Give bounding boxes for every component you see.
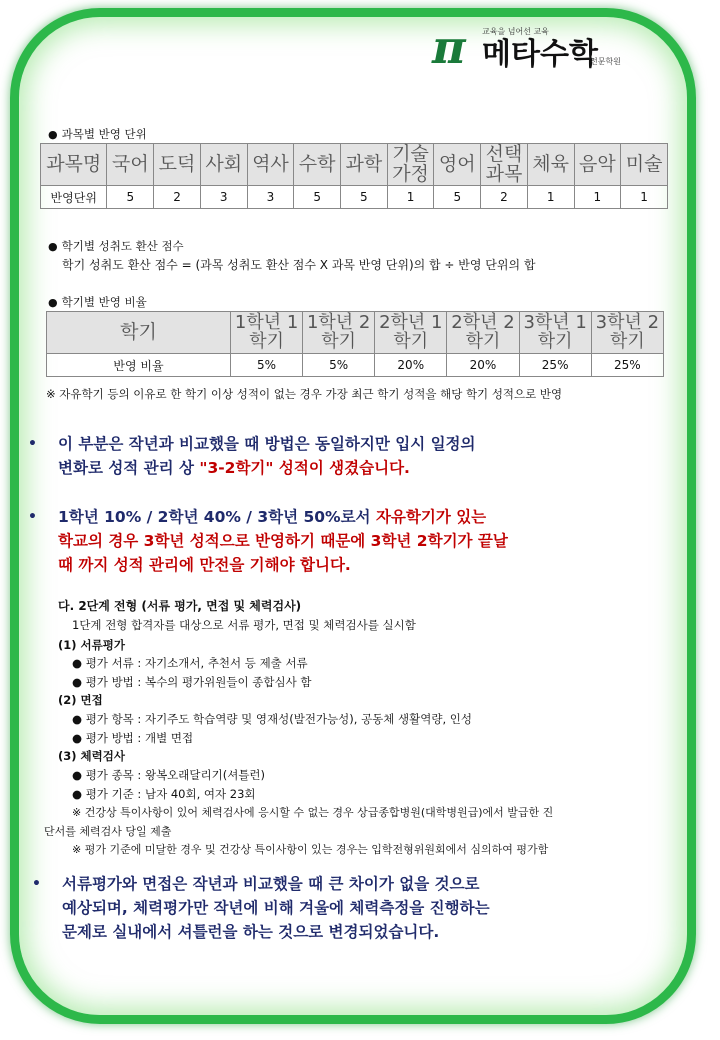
subject-unit-cell: 2 xyxy=(154,186,201,209)
section-subject-units-title: ● 과목별 반영 단위 xyxy=(48,127,147,141)
comment2-line1-a: 1학년 10% / 2학년 40% / 3학년 50%로서 xyxy=(58,508,376,526)
ratio-header-row xyxy=(47,312,664,354)
comment1-line2-a: 변화로 성적 관리 상 xyxy=(58,459,200,477)
stage2-document-item-b: ● 평가 방법 : 복수의 평가위원들이 종합심사 함 xyxy=(72,675,312,689)
comment-bullet: • xyxy=(32,876,41,892)
comment-bullet: • xyxy=(28,509,37,525)
academy-logo xyxy=(432,22,622,82)
ratio-value-cell: 20% xyxy=(375,354,447,377)
ratio-header-label: 학기 xyxy=(47,312,231,354)
subject-unit-cell: 1 xyxy=(574,186,621,209)
comment3-line1: 서류평가와 면접은 작년과 비교했을 때 큰 차이가 없을 것으로 xyxy=(62,875,480,893)
stage2-fitness-item-b: ● 평가 기준 : 남자 40회, 여자 23회 xyxy=(72,787,256,801)
subject-unit-cell: 2 xyxy=(481,186,528,209)
ratio-value-cell: 20% xyxy=(447,354,519,377)
ratio-header-cell: 2학년 2 학기 xyxy=(447,312,519,354)
subject-unit-cell: 5 xyxy=(107,186,154,209)
stage2-note-a-line2: 단서를 체력검사 당일 제출 xyxy=(44,825,172,838)
ratio-header-cell: 1학년 1 학기 xyxy=(231,312,303,354)
subject-row-label: 반영단위 xyxy=(41,186,107,209)
ratio-value-cell: 25% xyxy=(591,354,663,377)
logo-name: 메타수학 xyxy=(482,37,598,72)
subject-header-cell: 기술 가정 xyxy=(387,144,434,186)
ratio-header-cell: 1학년 2 학기 xyxy=(303,312,375,354)
subject-header-cell: 과학 xyxy=(341,144,388,186)
subject-unit-cell: 3 xyxy=(200,186,247,209)
ratio-value-cell: 5% xyxy=(303,354,375,377)
subject-unit-cell: 5 xyxy=(434,186,481,209)
free-semester-note: ※ 자유학기 등의 이유로 한 학기 이상 성적이 없는 경우 가장 최근 학기 성적을 해당 학기 성적으로 반영 xyxy=(46,387,563,401)
section-achievement-score-title: ● 학기별 성취도 환산 점수 xyxy=(48,239,184,253)
stage2-note-b: ※ 평가 기준에 미달한 경우 및 건강상 특이사항이 있는 경우는 입학전형위원회에서 심의하여 평가함 xyxy=(72,843,549,856)
subject-unit-cell: 5 xyxy=(294,186,341,209)
subject-header-cell: 체육 xyxy=(527,144,574,186)
section-semester-ratio-title: ● 학기별 반영 비율 xyxy=(48,295,147,309)
comment1-line1: 이 부분은 작년과 비교했을 때 방법은 동일하지만 입시 일정의 xyxy=(58,435,476,453)
stage2-interview-item-b: ● 평가 방법 : 개별 면접 xyxy=(72,731,194,745)
semester-ratio-table xyxy=(46,311,664,377)
subject-unit-cell: 1 xyxy=(387,186,434,209)
comment3-line2: 예상되며, 체력평가만 작년에 비해 겨울에 체력측정을 진행하는 xyxy=(62,899,490,917)
comment2-line1-b: 자유학기가 있는 xyxy=(375,508,487,526)
stage2-document-title: (1) 서류평가 xyxy=(58,638,125,652)
subject-header-cell: 음악 xyxy=(574,144,621,186)
subject-units-table xyxy=(40,143,668,209)
subject-header-label: 과목명 xyxy=(41,144,107,186)
subject-unit-cell: 1 xyxy=(527,186,574,209)
comment1-line2-b: "3-2학기" 성적이 생겼습니다. xyxy=(199,459,410,477)
subject-unit-cell: 5 xyxy=(341,186,388,209)
subject-unit-cell: 3 xyxy=(247,186,294,209)
logo-subtitle: 전문학원 xyxy=(590,57,621,66)
stage2-interview-title: (2) 면접 xyxy=(58,693,103,707)
achievement-score-formula: 학기 성취도 환산 점수 = (과목 성취도 환산 점수 X 과목 반영 단위)의 합 ÷ 반영 단위의 합 xyxy=(62,258,536,272)
bullet-dot-icon: ● xyxy=(48,296,58,309)
bullet-dot-icon: ● xyxy=(48,128,58,141)
subject-header-cell: 영어 xyxy=(434,144,481,186)
stage2-note-a-line1: ※ 건강상 특이사항이 있어 체력검사에 응시할 수 없는 경우 상급종합병원(대학병원급)에서 발급한 진 xyxy=(72,806,554,819)
ratio-header-cell: 3학년 1 학기 xyxy=(519,312,591,354)
subject-header-row xyxy=(41,144,668,186)
subject-header-cell: 수학 xyxy=(294,144,341,186)
stage2-title: 다. 2단계 전형 (서류 평가, 면접 및 체력검사) xyxy=(58,599,302,613)
stage2-fitness-item-a: ● 평가 종목 : 왕복오래달리기(셔틀런) xyxy=(72,768,266,782)
bullet-dot-icon: ● xyxy=(48,240,58,253)
ratio-header-cell: 2학년 1 학기 xyxy=(375,312,447,354)
subject-header-cell: 역사 xyxy=(247,144,294,186)
subject-header-cell: 사회 xyxy=(200,144,247,186)
ratio-value-cell: 25% xyxy=(519,354,591,377)
ratio-value-cell: 5% xyxy=(231,354,303,377)
comment2-line2: 학교의 경우 3학년 성적으로 반영하기 때문에 3학년 2학기가 끝날 xyxy=(58,532,508,550)
subject-header-cell: 미술 xyxy=(621,144,668,186)
comment2-line3: 때 까지 성적 관리에 만전을 기해야 합니다. xyxy=(58,556,351,574)
ratio-header-cell: 3학년 2 학기 xyxy=(591,312,663,354)
subject-header-cell: 국어 xyxy=(107,144,154,186)
ratio-value-row xyxy=(47,354,664,377)
stage2-fitness-title: (3) 체력검사 xyxy=(58,749,125,763)
subject-header-cell: 선택 과목 xyxy=(481,144,528,186)
pi-logo-mark: π xyxy=(432,20,466,74)
comment-bullet: • xyxy=(28,436,37,452)
stage2-intro: 1단계 전형 합격자를 대상으로 서류 평가, 면접 및 체력검사를 실시함 xyxy=(72,618,416,632)
subject-unit-cell: 1 xyxy=(621,186,668,209)
stage2-document-item-a: ● 평가 서류 : 자기소개서, 추천서 등 제출 서류 xyxy=(72,656,308,670)
subject-header-cell: 도덕 xyxy=(154,144,201,186)
ratio-row-label: 반영 비율 xyxy=(47,354,231,377)
subject-value-row xyxy=(41,186,668,209)
stage2-interview-item-a: ● 평가 항목 : 자기주도 학습역량 및 영재성(발전가능성), 공동체 생활역량, 인성 xyxy=(72,712,473,726)
logo-tagline: 교육을 넘어선 교육 xyxy=(482,27,549,36)
comment3-line3: 문제로 실내에서 셔틀런을 하는 것으로 변경되었습니다. xyxy=(62,923,440,941)
